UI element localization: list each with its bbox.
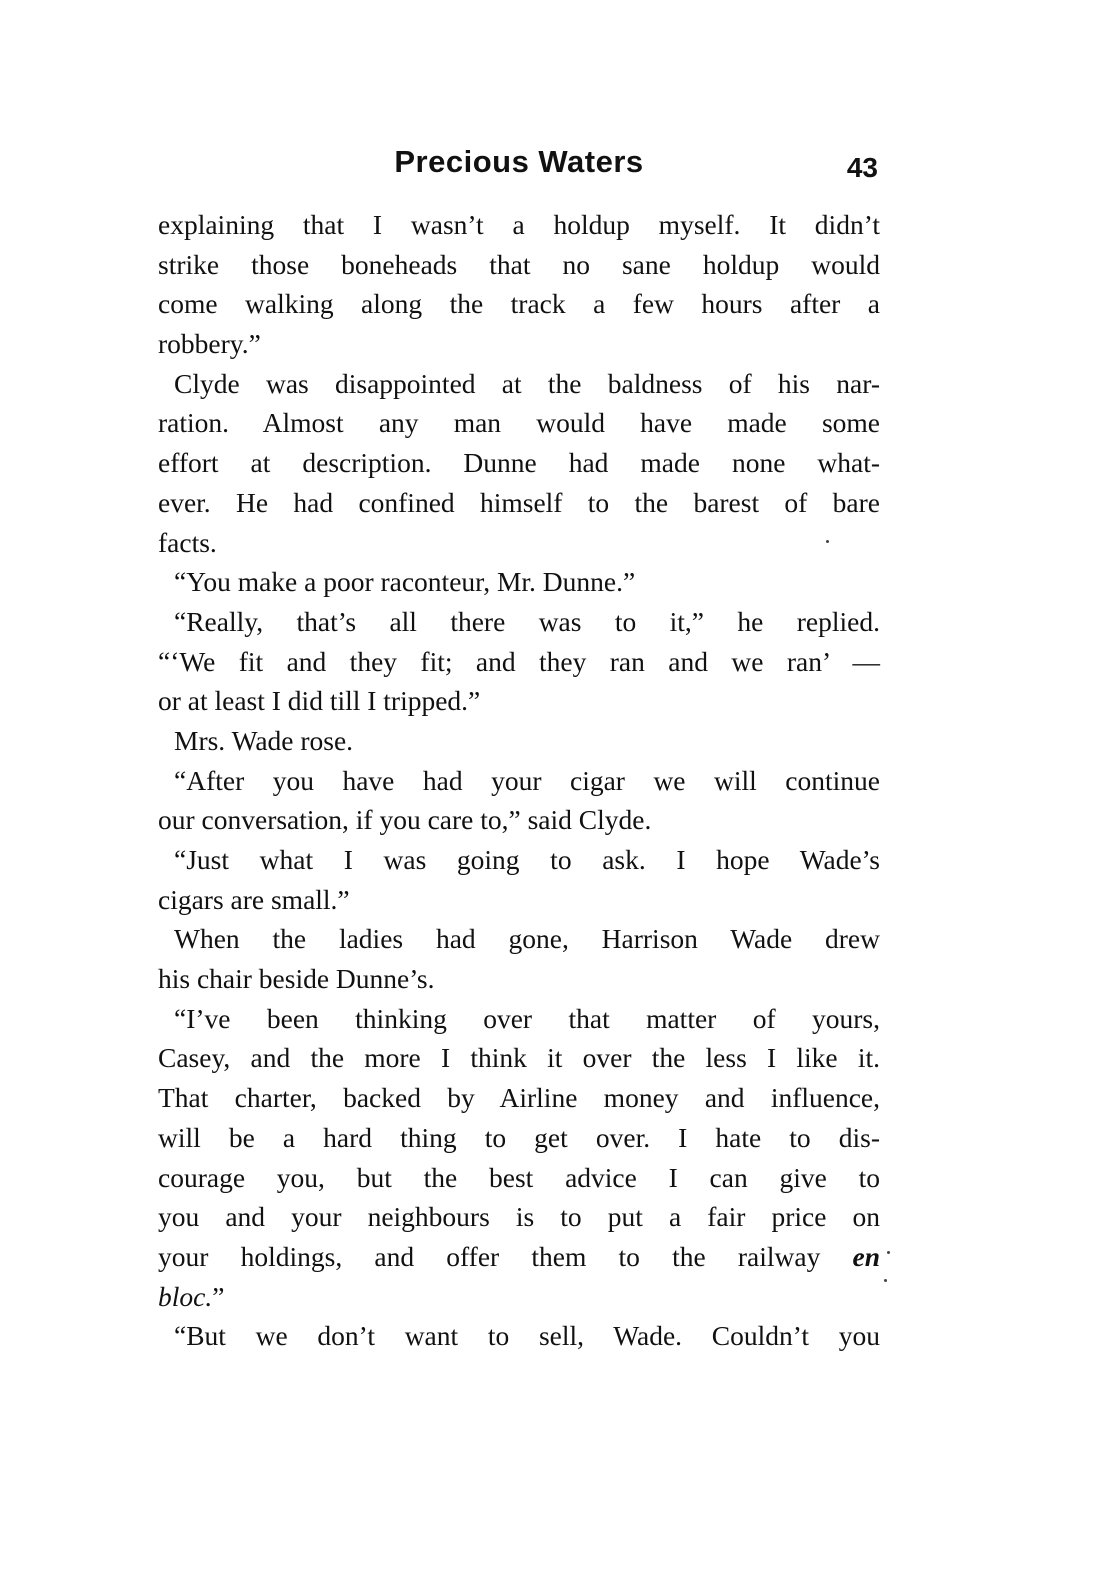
text-line: come walking along the track a few hours after a <box>158 288 880 320</box>
text-line-part: your holdings, and offer them to the railway <box>158 1240 821 1272</box>
text-line: Clyde was disappointed at the baldness of his nar- <box>174 367 880 399</box>
text-line <box>158 1277 880 1317</box>
italic-phrase: en <box>852 1240 881 1272</box>
text-line: cigars are small.” <box>158 883 350 915</box>
scan-speck <box>826 540 829 543</box>
text-line: or at least I did till I tripped.” <box>158 685 481 717</box>
text-line: “‘We fit and they fit; and they ran and we ran’ — <box>158 645 880 677</box>
text-line: ever. He had confined himself to the barest of bare <box>158 486 880 518</box>
text-line: facts. <box>158 526 217 558</box>
italic-phrase: bloc. <box>158 1280 213 1312</box>
scan-speck <box>884 1279 887 1282</box>
text-line: courage you, but the best advice I can give to <box>158 1161 880 1193</box>
closing-quote: ” <box>212 1280 225 1312</box>
text-line: Casey, and the more I think it over the less I like it. <box>158 1042 880 1074</box>
text-line <box>158 1237 880 1277</box>
text-line: you and your neighbours is to put a fair price on <box>158 1201 880 1233</box>
text-line: When the ladies had gone, Harrison Wade drew <box>174 923 880 955</box>
text-line: That charter, backed by Airline money and influence, <box>158 1082 880 1114</box>
text-line: effort at description. Dunne had made none what- <box>158 447 880 479</box>
text-line: his chair beside Dunne’s. <box>158 963 435 995</box>
text-line: “After you have had your cigar we will continue <box>174 764 880 796</box>
text-line: “Really, that’s all there was to it,” he replied. <box>174 605 880 637</box>
running-title: Precious Waters <box>394 144 644 179</box>
text-line: our conversation, if you care to,” said Clyde. <box>158 804 652 836</box>
body-text <box>158 205 880 1356</box>
text-line: strike those boneheads that no sane holdup would <box>158 248 880 280</box>
text-line: “You make a poor raconteur, Mr. Dunne.” <box>174 566 636 598</box>
running-head <box>158 140 880 190</box>
text-line: will be a hard thing to get over. I hate to dis- <box>158 1121 880 1153</box>
page-number: 43 <box>846 152 878 183</box>
text-line: “Just what I was going to ask. I hope Wade’s <box>174 844 880 875</box>
text-line: ration. Almost any man would have made some <box>158 407 880 439</box>
text-line: explaining that I wasn’t a holdup myself. It didn’t <box>158 209 880 240</box>
text-line: Mrs. Wade rose. <box>174 724 354 756</box>
text-line: “But we don’t want to sell, Wade. Couldn’t you <box>174 1320 880 1352</box>
scan-speck <box>887 1251 890 1254</box>
text-line: robbery.” <box>158 328 261 360</box>
text-line: “I’ve been thinking over that matter of yours, <box>174 1002 880 1034</box>
